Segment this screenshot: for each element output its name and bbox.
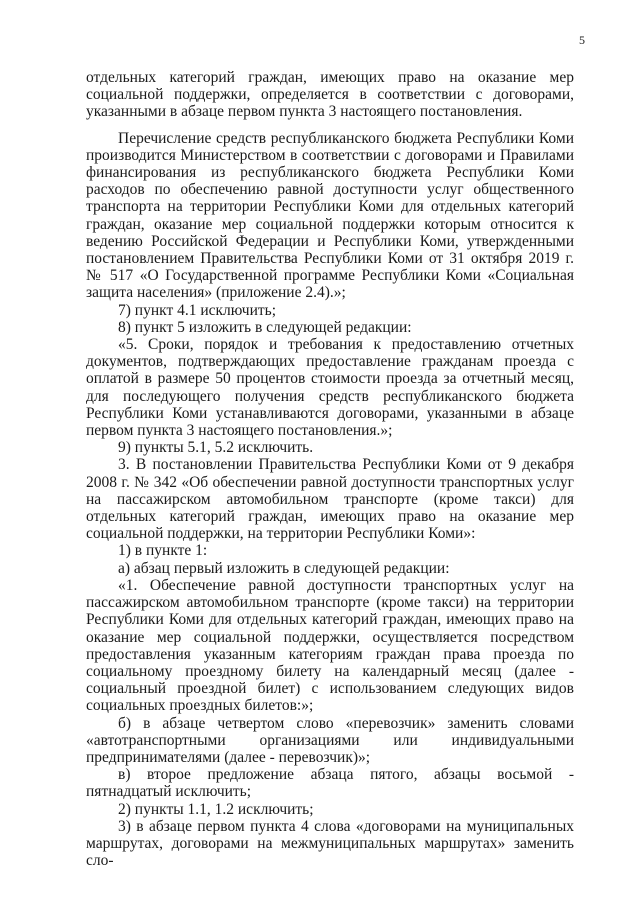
paragraph-sub-2: 2) пункты 1.1, 1.2 исключить; <box>118 800 314 818</box>
paragraph-item-9: 9) пункты 5.1, 5.2 исключить. <box>118 439 314 457</box>
paragraph-item-8: 8) пункт 5 изложить в следующей редакции: <box>118 318 412 336</box>
paragraph-item-7: 7) пункт 4.1 исключить; <box>118 301 277 319</box>
paragraph-budget-transfer: Перечисление средств республиканского бюджета Республики Коми производится Министерством в соответствии с договорами и Правилами финансирования из республиканского бюджета Республики Коми расходов по обеспечению равной доступности услуг общественного транспорта на территории Республики Коми для отдельных категорий граждан, оказание мер социальной поддержки которым относится к ведению Российской Федерации и Республики Коми, утвержденными постановлением Правительства Республики Коми от 31 октября 2019 г. № 517 «О Государственной программе Республики Коми «Социальная защита населения» (приложение 2.4).»; <box>86 129 574 302</box>
paragraph-sub-3: 3) в абзаце первом пункта 4 слова «договорами на муниципальных маршрутах, договорами на межмуниципальных маршрутах» заменить сло- <box>86 817 574 870</box>
paragraph-new-item-1: «1. Обеспечение равной доступности транспортных услуг на пассажирском автомобильном транспорте (кроме такси) на территории Республики Коми для отдельных категорий граждан, имеющих право на оказание мер социальной поддержки, осуществляется посредством предоставления указанным категориям граждан права проезда по социальному проездному билету на календарный месяц (далее - социальный проездной билет) с использованием следующих видов социальных проездных билетов:»; <box>86 576 574 715</box>
paragraph-sub-a: а) абзац первый изложить в следующей редакции: <box>118 559 450 577</box>
paragraph-item-5-text: «5. Сроки, порядок и требования к предоставлению отчетных документов, подтверждающих предоставление гражданам проезда с оплатой в размере 50 процентов стоимости проезда за отчетный месяц, для последующего получения средств республиканского бюджета Республики Коми устанавливаются договорами, указанными в абзаце первом пункта 3 настоящего постановления.»; <box>86 336 574 440</box>
paragraph-section-3: 3. В постановлении Правительства Республики Коми от 9 декабря 2008 г. № 342 «Об обеспечении равной доступности транспортных услуг на пассажирском автомобильном транспорте (кроме такси) для отдельных категорий граждан, имеющих право на оказание мер социальной поддержки, на территории Республики Коми»: <box>86 456 574 543</box>
paragraph-sub-v: в) второе предложение абзаца пятого, абзацы восьмой - пятнадцатый исключить; <box>86 766 574 801</box>
document-body <box>86 69 574 869</box>
page-number: 5 <box>579 33 585 47</box>
paragraph-sub-1: 1) в пункте 1: <box>118 542 208 560</box>
paragraph-sub-b: б) в абзаце четвертом слово «перевозчик» заменить словами «автотранспортными организациями или индивидуальными предпринимателями (далее - перевозчик)»; <box>86 714 574 766</box>
paragraph-gap <box>86 121 574 130</box>
paragraph-continuation: отдельных категорий граждан, имеющих право на оказание мер социальной поддержки, определяется в соответствии с договорами, указанными в абзаце первом пункта 3 настоящего постановления. <box>86 69 574 121</box>
